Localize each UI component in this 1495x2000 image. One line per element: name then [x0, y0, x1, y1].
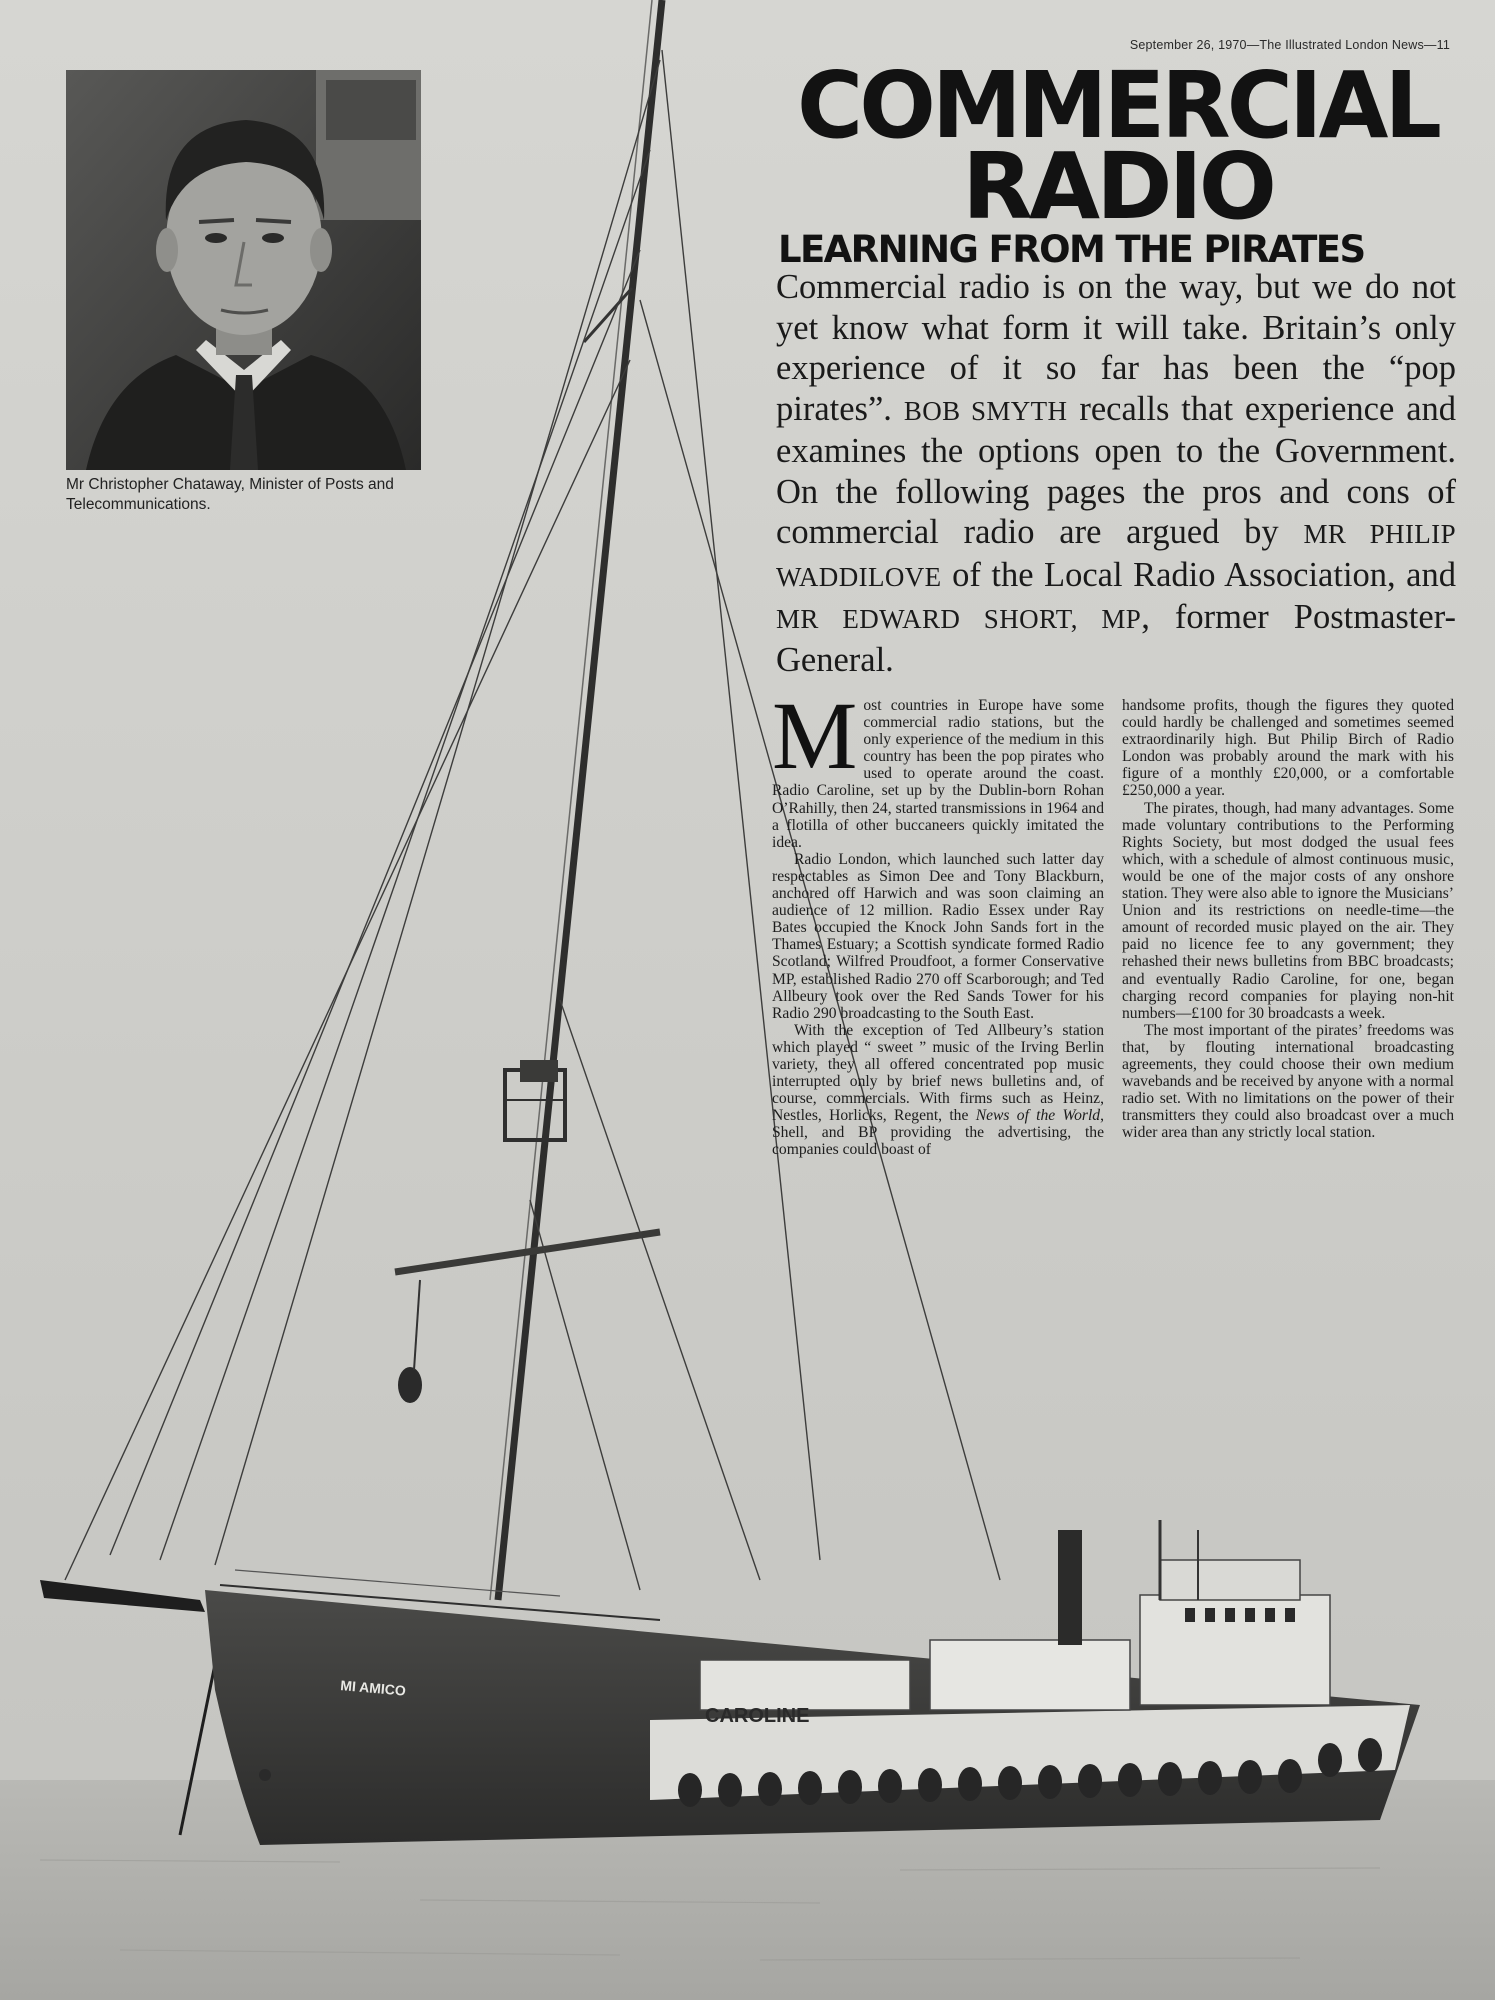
portrait-photo — [66, 70, 421, 470]
subheadline: LEARNING FROM THE PIRATES — [778, 228, 1365, 271]
article-text: , Shell, and BP providing the advertising, the companies could boast of — [772, 1107, 1104, 1159]
article-column-2 — [1122, 697, 1454, 1141]
portrait-caption: Mr Christopher Chataway, Minister of Posts and Telecommunications. — [66, 476, 394, 513]
standfirst-part-4: , former Postmaster-General. — [776, 598, 1456, 679]
article-paragraph — [772, 682, 1104, 851]
article-column-1 — [772, 682, 1104, 1159]
headline-line-1: COMMERCIAL — [796, 52, 1439, 159]
article-text: ost countries in Europe have some commercial radio stations, but the only experience of the medium in this country has been the pop pirates who used to operate around the coast. Radio Caroline, set up by the Dublin-born Rohan O’Rahilly, then 24, started transmissions in 1964 and a flotilla of other buccaneers quickly imitated the idea. — [772, 697, 1104, 851]
article-paragraph: handsome profits, though the figures they quoted could hardly be challenged and sometimes seemed extraordinarily high. But Philip Birch of Radio London was probably around the mark with his figure of a monthly £20,000, or a comfortable £250,000 a year. — [1122, 697, 1454, 800]
hull-name-text: MI AMICO — [339, 1677, 407, 1699]
standfirst — [776, 267, 1456, 680]
article-text: With the exception of Ted Allbeury’s station which played “ sweet ” music of the Irving Berlin variety, they all offered concentrated pop music interrupted only by brief news bulletins and, of course, commercials. With firms such as Heinz, Nestles, Horlicks, Regent, the — [772, 1021, 1104, 1125]
headline-line-2: RADIO — [962, 133, 1273, 240]
contributor-name-1: MR PHILIP WADDILOVE — [776, 519, 1456, 592]
contributor-name-2: MR EDWARD SHORT, MP — [776, 604, 1142, 634]
folio-line: September 26, 1970—The Illustrated London News—11 — [1129, 38, 1450, 52]
article-paragraph: The most important of the pirates’ freedoms was that, by flouting international broadcasting agreements, they could choose their own medium wavebands and be received by anyone with a normal radio set. With no limitations on the power of their transmitters they could also broadcast over a much wider area than any strictly local station. — [1122, 1021, 1454, 1142]
standfirst-part-2: recalls that experience and examines the options open to the Government. On the following pages the pros and cons of commercial radio are argued by — [776, 389, 1457, 551]
article-paragraph — [772, 1022, 1104, 1159]
ship-side-name-text: CAROLINE — [705, 1705, 810, 1727]
standfirst-part-3: of the Local Radio Association, and — [952, 555, 1456, 594]
article-paragraph: The pirates, though, had many advantages. Some made voluntary contributions to the Performing Rights Society, but most dodged the usual fees which, with a schedule of almost continuous music, would be one of the major costs of any onshore station. They were also able to ignore the Musicians’ Union and its restrictions on needle-time—the amount of recorded music played on the air. They paid no licence fee to any government; they rehashed their news bulletins from BBC broadcasts; and eventually Radio Caroline, for one, began charging record companies for playing non-hit numbers—£100 for 30 broadcasts a week. — [1122, 799, 1454, 1022]
headline — [775, 52, 1460, 240]
drop-cap: M — [772, 682, 858, 789]
article-paragraph: Radio London, which launched such latter day respectables as Simon Dee and Tony Blackburn, anchored off Harwich and was soon claiming an audience of 12 million. Radio Essex under Ray Bates occupied the Knock John Sands fort in the Thames Estuary; a Scottish syndicate formed Radio Scotland; Wilfred Proudfoot, a former Conservative MP, established Radio 270 off Scarborough; and Ted Allbeury took over the Red Sands Tower for his Radio 290 broadcasting to the South East. — [772, 850, 1104, 1022]
publication-title: News of the World — [975, 1107, 1101, 1125]
standfirst-part-1: Commercial radio is on the way, but we do not yet know what form it will take. Britain’s only experience of it so far has been the “pop pirates”. — [776, 268, 1456, 428]
author-name: BOB SMYTH — [903, 395, 1068, 426]
